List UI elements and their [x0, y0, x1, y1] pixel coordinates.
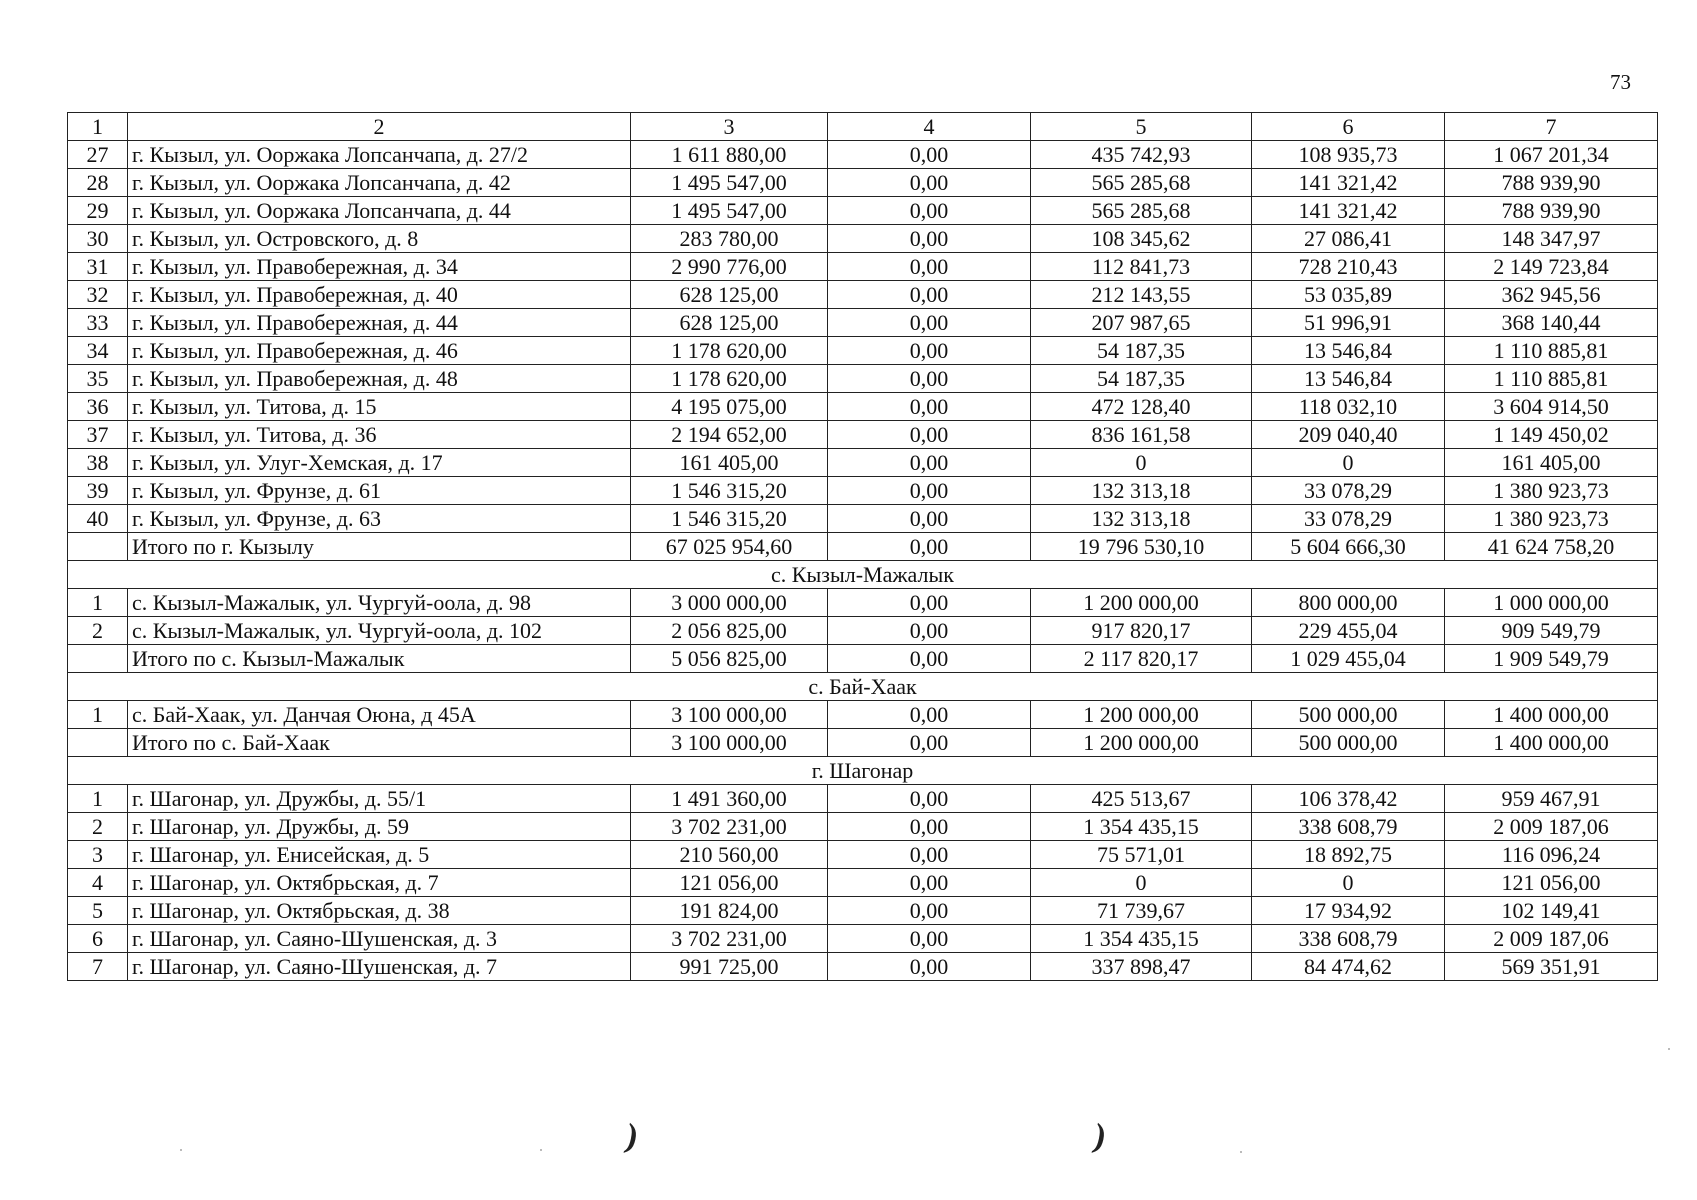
col4-cell: 0,00: [828, 897, 1031, 925]
col7-cell: 1 000 000,00: [1445, 589, 1658, 617]
col4-cell: 0,00: [828, 449, 1031, 477]
header-cell: 3: [631, 113, 828, 141]
col5-cell: 75 571,01: [1031, 841, 1252, 869]
table-row: [68, 309, 1658, 337]
total-row: [68, 645, 1658, 673]
address-cell: г. Кызыл, ул. Ооржака Лопсанчапа, д. 44: [128, 197, 631, 225]
col3-cell: 4 195 075,00: [631, 393, 828, 421]
col6-cell: 108 935,73: [1252, 141, 1445, 169]
table-row: [68, 925, 1658, 953]
col4-cell: 0,00: [828, 533, 1031, 561]
address-cell: Итого по с. Кызыл-Мажалык: [128, 645, 631, 673]
col6-cell: 17 934,92: [1252, 897, 1445, 925]
col5-cell: 132 313,18: [1031, 477, 1252, 505]
row-number-cell: 34: [68, 337, 128, 365]
col4-cell: 0,00: [828, 925, 1031, 953]
section-row: [68, 757, 1658, 785]
col5-cell: 54 187,35: [1031, 365, 1252, 393]
col7-cell: 788 939,90: [1445, 197, 1658, 225]
col6-cell: 800 000,00: [1252, 589, 1445, 617]
table-row: [68, 505, 1658, 533]
scan-speck: [1668, 1048, 1670, 1050]
col5-cell: 1 200 000,00: [1031, 729, 1252, 757]
col5-cell: 565 285,68: [1031, 169, 1252, 197]
col5-cell: 1 354 435,15: [1031, 813, 1252, 841]
col7-cell: 2 009 187,06: [1445, 813, 1658, 841]
address-cell: г. Кызыл, ул. Ооржака Лопсанчапа, д. 42: [128, 169, 631, 197]
col3-cell: 191 824,00: [631, 897, 828, 925]
address-cell: г. Кызыл, ул. Правобережная, д. 34: [128, 253, 631, 281]
address-cell: г. Кызыл, ул. Правобережная, д. 44: [128, 309, 631, 337]
table-row: [68, 253, 1658, 281]
col4-cell: 0,00: [828, 337, 1031, 365]
address-cell: г. Кызыл, ул. Улуг-Хемская, д. 17: [128, 449, 631, 477]
header-cell: 1: [68, 113, 128, 141]
row-number-cell: 1: [68, 785, 128, 813]
table-row: [68, 197, 1658, 225]
col3-cell: 3 100 000,00: [631, 729, 828, 757]
col3-cell: 1 546 315,20: [631, 505, 828, 533]
col6-cell: 106 378,42: [1252, 785, 1445, 813]
address-cell: г. Шагонар, ул. Дружбы, д. 59: [128, 813, 631, 841]
col4-cell: 0,00: [828, 729, 1031, 757]
col7-cell: 121 056,00: [1445, 869, 1658, 897]
address-cell: г. Шагонар, ул. Октябрьская, д. 38: [128, 897, 631, 925]
col5-cell: 917 820,17: [1031, 617, 1252, 645]
address-cell: г. Кызыл, ул. Ооржака Лопсанчапа, д. 27/2: [128, 141, 631, 169]
col4-cell: 0,00: [828, 701, 1031, 729]
col7-cell: 1 067 201,34: [1445, 141, 1658, 169]
section-title: г. Шагонар: [68, 757, 1658, 785]
col4-cell: 0,00: [828, 393, 1031, 421]
col5-cell: 108 345,62: [1031, 225, 1252, 253]
col6-cell: 0: [1252, 449, 1445, 477]
table-row: [68, 281, 1658, 309]
col7-cell: 1 380 923,73: [1445, 505, 1658, 533]
col6-cell: 141 321,42: [1252, 169, 1445, 197]
col7-cell: 959 467,91: [1445, 785, 1658, 813]
col3-cell: 67 025 954,60: [631, 533, 828, 561]
col7-cell: 41 624 758,20: [1445, 533, 1658, 561]
col3-cell: 1 611 880,00: [631, 141, 828, 169]
table-row: [68, 617, 1658, 645]
col6-cell: 229 455,04: [1252, 617, 1445, 645]
col4-cell: 0,00: [828, 253, 1031, 281]
col7-cell: 116 096,24: [1445, 841, 1658, 869]
col6-cell: 0: [1252, 869, 1445, 897]
header-cell: 2: [128, 113, 631, 141]
address-cell: г. Шагонар, ул. Саяно-Шушенская, д. 7: [128, 953, 631, 981]
col7-cell: 909 549,79: [1445, 617, 1658, 645]
col6-cell: 13 546,84: [1252, 337, 1445, 365]
col3-cell: 1 546 315,20: [631, 477, 828, 505]
row-number-cell: 2: [68, 617, 128, 645]
col4-cell: 0,00: [828, 141, 1031, 169]
col4-cell: 0,00: [828, 225, 1031, 253]
col6-cell: 33 078,29: [1252, 505, 1445, 533]
row-number-cell: 1: [68, 589, 128, 617]
col5-cell: 54 187,35: [1031, 337, 1252, 365]
table-row: [68, 225, 1658, 253]
col7-cell: 368 140,44: [1445, 309, 1658, 337]
row-number-cell: 35: [68, 365, 128, 393]
col4-cell: 0,00: [828, 309, 1031, 337]
col7-cell: 3 604 914,50: [1445, 393, 1658, 421]
header-cell: 6: [1252, 113, 1445, 141]
col3-cell: 121 056,00: [631, 869, 828, 897]
address-cell: Итого по с. Бай-Хаак: [128, 729, 631, 757]
col4-cell: 0,00: [828, 421, 1031, 449]
row-number-cell: 31: [68, 253, 128, 281]
handwritten-mark: ): [1090, 1117, 1110, 1156]
col3-cell: 1 491 360,00: [631, 785, 828, 813]
col3-cell: 2 056 825,00: [631, 617, 828, 645]
section-title: с. Бай-Хаак: [68, 673, 1658, 701]
col6-cell: 53 035,89: [1252, 281, 1445, 309]
table-row: [68, 393, 1658, 421]
address-cell: г. Шагонар, ул. Октябрьская, д. 7: [128, 869, 631, 897]
col3-cell: 3 000 000,00: [631, 589, 828, 617]
col4-cell: 0,00: [828, 841, 1031, 869]
table-row: [68, 421, 1658, 449]
scan-speck: [1240, 1151, 1242, 1153]
col6-cell: 84 474,62: [1252, 953, 1445, 981]
col4-cell: 0,00: [828, 281, 1031, 309]
row-number-cell: 1: [68, 701, 128, 729]
col7-cell: 788 939,90: [1445, 169, 1658, 197]
section-row: [68, 673, 1658, 701]
address-cell: с. Кызыл-Мажалык, ул. Чургуй-оола, д. 102: [128, 617, 631, 645]
col4-cell: 0,00: [828, 589, 1031, 617]
col6-cell: 500 000,00: [1252, 729, 1445, 757]
col3-cell: 3 702 231,00: [631, 925, 828, 953]
table-row: [68, 869, 1658, 897]
address-cell: г. Кызыл, ул. Титова, д. 36: [128, 421, 631, 449]
col5-cell: 212 143,55: [1031, 281, 1252, 309]
col3-cell: 1 178 620,00: [631, 365, 828, 393]
scan-speck: [180, 1149, 182, 1151]
col7-cell: 1 380 923,73: [1445, 477, 1658, 505]
col5-cell: 435 742,93: [1031, 141, 1252, 169]
col6-cell: 1 029 455,04: [1252, 645, 1445, 673]
header-row: [68, 113, 1658, 141]
col4-cell: 0,00: [828, 953, 1031, 981]
total-row: [68, 533, 1658, 561]
col6-cell: 338 608,79: [1252, 813, 1445, 841]
section-row: [68, 561, 1658, 589]
col7-cell: 161 405,00: [1445, 449, 1658, 477]
col3-cell: 628 125,00: [631, 281, 828, 309]
col5-cell: 0: [1031, 869, 1252, 897]
col3-cell: 1 178 620,00: [631, 337, 828, 365]
address-cell: г. Кызыл, ул. Титова, д. 15: [128, 393, 631, 421]
col4-cell: 0,00: [828, 477, 1031, 505]
col3-cell: 3 100 000,00: [631, 701, 828, 729]
col3-cell: 991 725,00: [631, 953, 828, 981]
scan-speck: [540, 1149, 542, 1151]
col7-cell: 1 909 549,79: [1445, 645, 1658, 673]
address-cell: г. Кызыл, ул. Фрунзе, д. 61: [128, 477, 631, 505]
row-number-cell: 33: [68, 309, 128, 337]
address-cell: г. Кызыл, ул. Фрунзе, д. 63: [128, 505, 631, 533]
col7-cell: 1 400 000,00: [1445, 729, 1658, 757]
data-table: [67, 112, 1658, 981]
col7-cell: 362 945,56: [1445, 281, 1658, 309]
col4-cell: 0,00: [828, 169, 1031, 197]
address-cell: Итого по г. Кызылу: [128, 533, 631, 561]
col4-cell: 0,00: [828, 785, 1031, 813]
row-number-cell: [68, 729, 128, 757]
col3-cell: 1 495 547,00: [631, 169, 828, 197]
col6-cell: 5 604 666,30: [1252, 533, 1445, 561]
row-number-cell: 28: [68, 169, 128, 197]
col7-cell: 1 149 450,02: [1445, 421, 1658, 449]
address-cell: г. Кызыл, ул. Островского, д. 8: [128, 225, 631, 253]
col6-cell: 209 040,40: [1252, 421, 1445, 449]
col7-cell: 148 347,97: [1445, 225, 1658, 253]
col4-cell: 0,00: [828, 869, 1031, 897]
row-number-cell: 39: [68, 477, 128, 505]
col7-cell: 569 351,91: [1445, 953, 1658, 981]
col7-cell: 1 110 885,81: [1445, 365, 1658, 393]
address-cell: г. Шагонар, ул. Дружбы, д. 55/1: [128, 785, 631, 813]
col4-cell: 0,00: [828, 617, 1031, 645]
col4-cell: 0,00: [828, 505, 1031, 533]
col6-cell: 27 086,41: [1252, 225, 1445, 253]
col6-cell: 33 078,29: [1252, 477, 1445, 505]
section-title: с. Кызыл-Мажалык: [68, 561, 1658, 589]
col6-cell: 118 032,10: [1252, 393, 1445, 421]
col3-cell: 3 702 231,00: [631, 813, 828, 841]
col6-cell: 141 321,42: [1252, 197, 1445, 225]
page-number: 73: [1610, 70, 1631, 94]
col5-cell: 836 161,58: [1031, 421, 1252, 449]
col3-cell: 1 495 547,00: [631, 197, 828, 225]
col6-cell: 13 546,84: [1252, 365, 1445, 393]
address-cell: г. Шагонар, ул. Енисейская, д. 5: [128, 841, 631, 869]
col5-cell: 425 513,67: [1031, 785, 1252, 813]
row-number-cell: 7: [68, 953, 128, 981]
col5-cell: 19 796 530,10: [1031, 533, 1252, 561]
table-row: [68, 141, 1658, 169]
col7-cell: 1 400 000,00: [1445, 701, 1658, 729]
table-row: [68, 701, 1658, 729]
address-cell: г. Кызыл, ул. Правобережная, д. 40: [128, 281, 631, 309]
handwritten-mark: ): [622, 1117, 642, 1156]
address-cell: с. Кызыл-Мажалык, ул. Чургуй-оола, д. 98: [128, 589, 631, 617]
address-cell: г. Шагонар, ул. Саяно-Шушенская, д. 3: [128, 925, 631, 953]
row-number-cell: 30: [68, 225, 128, 253]
col6-cell: 18 892,75: [1252, 841, 1445, 869]
col7-cell: 1 110 885,81: [1445, 337, 1658, 365]
header-cell: 4: [828, 113, 1031, 141]
row-number-cell: 4: [68, 869, 128, 897]
table-row: [68, 477, 1658, 505]
col5-cell: 207 987,65: [1031, 309, 1252, 337]
row-number-cell: 5: [68, 897, 128, 925]
row-number-cell: 37: [68, 421, 128, 449]
row-number-cell: 27: [68, 141, 128, 169]
header-cell: 7: [1445, 113, 1658, 141]
col7-cell: 102 149,41: [1445, 897, 1658, 925]
table-row: [68, 813, 1658, 841]
table-row: [68, 365, 1658, 393]
col5-cell: 132 313,18: [1031, 505, 1252, 533]
col3-cell: 283 780,00: [631, 225, 828, 253]
col3-cell: 2 990 776,00: [631, 253, 828, 281]
col5-cell: 1 200 000,00: [1031, 589, 1252, 617]
col3-cell: 210 560,00: [631, 841, 828, 869]
col5-cell: 565 285,68: [1031, 197, 1252, 225]
col5-cell: 1 200 000,00: [1031, 701, 1252, 729]
table-row: [68, 337, 1658, 365]
row-number-cell: 3: [68, 841, 128, 869]
col5-cell: 0: [1031, 449, 1252, 477]
row-number-cell: 6: [68, 925, 128, 953]
header-cell: 5: [1031, 113, 1252, 141]
address-cell: с. Бай-Хаак, ул. Данчая Оюна, д 45А: [128, 701, 631, 729]
col6-cell: 500 000,00: [1252, 701, 1445, 729]
col6-cell: 728 210,43: [1252, 253, 1445, 281]
col5-cell: 472 128,40: [1031, 393, 1252, 421]
col5-cell: 71 739,67: [1031, 897, 1252, 925]
address-cell: г. Кызыл, ул. Правобережная, д. 48: [128, 365, 631, 393]
col6-cell: 51 996,91: [1252, 309, 1445, 337]
col7-cell: 2 149 723,84: [1445, 253, 1658, 281]
table-row: [68, 589, 1658, 617]
address-cell: г. Кызыл, ул. Правобережная, д. 46: [128, 337, 631, 365]
col4-cell: 0,00: [828, 813, 1031, 841]
col6-cell: 338 608,79: [1252, 925, 1445, 953]
table-row: [68, 449, 1658, 477]
col3-cell: 5 056 825,00: [631, 645, 828, 673]
total-row: [68, 729, 1658, 757]
row-number-cell: [68, 645, 128, 673]
col5-cell: 337 898,47: [1031, 953, 1252, 981]
row-number-cell: 40: [68, 505, 128, 533]
row-number-cell: 32: [68, 281, 128, 309]
table-row: [68, 841, 1658, 869]
col5-cell: 112 841,73: [1031, 253, 1252, 281]
table-row: [68, 897, 1658, 925]
col4-cell: 0,00: [828, 197, 1031, 225]
col5-cell: 1 354 435,15: [1031, 925, 1252, 953]
col3-cell: 161 405,00: [631, 449, 828, 477]
row-number-cell: 38: [68, 449, 128, 477]
table-row: [68, 953, 1658, 981]
col3-cell: 2 194 652,00: [631, 421, 828, 449]
row-number-cell: 29: [68, 197, 128, 225]
table-row: [68, 785, 1658, 813]
col7-cell: 2 009 187,06: [1445, 925, 1658, 953]
table-row: [68, 169, 1658, 197]
col3-cell: 628 125,00: [631, 309, 828, 337]
row-number-cell: 36: [68, 393, 128, 421]
row-number-cell: 2: [68, 813, 128, 841]
col4-cell: 0,00: [828, 645, 1031, 673]
col4-cell: 0,00: [828, 365, 1031, 393]
row-number-cell: [68, 533, 128, 561]
col5-cell: 2 117 820,17: [1031, 645, 1252, 673]
